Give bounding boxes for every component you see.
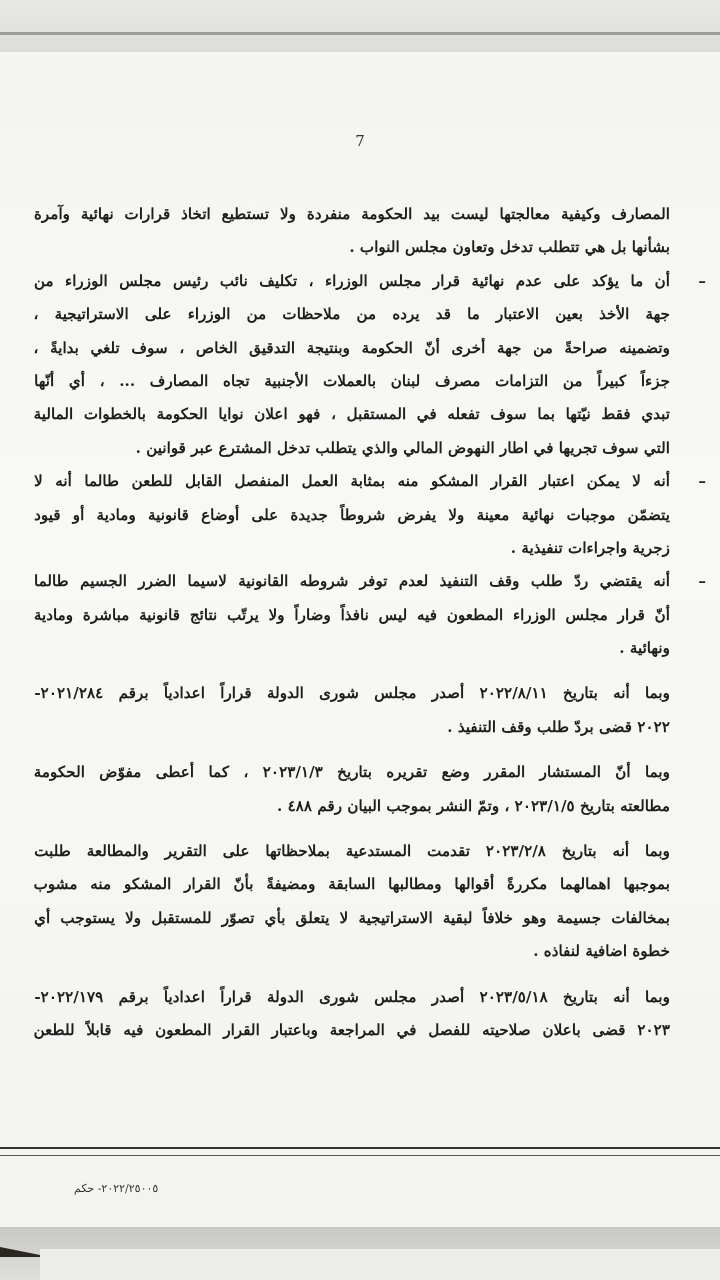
- text-line-content: وبما أنه بتاريخ ٢٠٢٢/٨/١١ أصدر مجلس شورى الدولة قراراً اعدادياً برقم ٢٠٢١/٢٨٤-: [34, 684, 670, 703]
- text-line: [34, 756, 670, 789]
- text-line: [34, 231, 670, 264]
- text-line-content: أنّ قرار مجلس الوزراء المطعون فيه ليس نافذاً وضاراً ولا يرتّب نتائج قانونية مباشرة ومادية: [33, 605, 670, 624]
- text-line-content: خطوة اضافية لنفاذه .: [533, 942, 670, 961]
- page-number: 7: [355, 132, 365, 150]
- footer-reference: ٢٠٢٢/٢٥٠٠٥- حكم: [74, 1182, 159, 1195]
- text-line: [34, 398, 670, 431]
- text-line: [34, 565, 706, 598]
- footer-rule: [0, 1147, 720, 1149]
- text-line-content: المصارف وكيفية معالجتها ليست بيد الحكومة منفردة ولا تستطيع اتخاذ قرارات نهائية وآمرة: [33, 205, 670, 223]
- text-line: [34, 599, 670, 632]
- footer-rule-thin: [0, 1155, 720, 1156]
- text-line-content: التي سوف تجريها في اطار النهوض المالي والذي يتطلب تدخل المشترع عبر قوانين .: [135, 438, 670, 457]
- text-line: [34, 632, 670, 665]
- text-line-content: تبدي فقط نيّتها بما سوف تفعله في المستقبل ، فهو اعلان نوايا الحكومة بالخطوات المالية: [33, 405, 670, 424]
- text-line-content: وتضمينه صراحةً من جهة أخرى أنّ الحكومة وبنتيجة التدقيق الخاص ، سوف تلغي بدايةً ،: [33, 338, 670, 357]
- text-line-content: يتضمّن موجبات نهائية معينة ولا يفرض شروطاً جديدة على أوضاع قانونية ومادية أو قيود: [34, 505, 670, 524]
- text-line: [34, 365, 670, 398]
- text-line: [34, 677, 670, 710]
- text-line: [34, 835, 670, 868]
- text-line-content: أنه لا يمكن اعتبار القرار المشكو منه بمثابة العمل المنفصل القابل للطعن طالما أنه لا: [34, 472, 670, 491]
- text-line: [34, 1014, 670, 1047]
- document-body: [33, 198, 706, 1047]
- text-line-content: بمخالفات جسيمة وهو خلافاً لبقية الاستراتيجية لا يتعلق بأي تصوّر للمستقبل ولا يستوجب أي: [34, 908, 670, 927]
- text-line-content: بموجبها اهمالهما مكررةً أقوالها ومطالبها السابقة ومضيفةً بأنّ القرار المشكو منه مشوب: [33, 875, 670, 894]
- text-line-content: زجرية واجراءات تنفيذية .: [510, 538, 670, 557]
- bullet-dash: –: [698, 271, 706, 290]
- text-line: [34, 532, 670, 565]
- text-line: [34, 332, 670, 365]
- text-line: [34, 198, 670, 231]
- text-line-content: أنه يقتضي ردّ طلب وقف التنفيذ لعدم توفر شروطه القانونية لاسيما الضرر الجسيم طالما: [34, 572, 670, 591]
- text-line: [34, 499, 670, 532]
- bullet-dash: –: [698, 472, 706, 491]
- text-line: [34, 868, 670, 901]
- text-line: [34, 432, 670, 465]
- text-line-content: ونهائية .: [619, 639, 670, 658]
- text-line-content: ٢٠٢٢ قضى بردّ طلب وقف التنفيذ .: [447, 717, 670, 736]
- text-line-content: جزءاً كبيراً من التزامات مصرف لبنان بالعملات الأجنبية تجاه المصارف ... ، أي أنّها: [34, 371, 670, 390]
- text-line: [34, 298, 670, 331]
- text-line-content: أن ما يؤكد على عدم نهائية قرار مجلس الوزراء ، تكليف نائب رئيس مجلس الوزراء من: [33, 271, 670, 290]
- text-line: [34, 935, 670, 968]
- text-line: [34, 790, 670, 823]
- text-line: [34, 465, 706, 498]
- text-line-content: مطالعته بتاريخ ٢٠٢٣/١/٥ ، وتمّ النشر بموجب البيان رقم ٤٨٨ .: [277, 796, 670, 815]
- text-line-content: ٢٠٢٣ قضى باعلان صلاحيته للفصل في المراجعة وباعتبار القرار المطعون فيه قابلاً للطعن: [33, 1020, 670, 1039]
- text-line: [34, 902, 670, 935]
- text-line: [34, 711, 670, 744]
- text-line-content: بشأنها بل هي تتطلب تدخل وتعاون مجلس النواب .: [349, 238, 670, 257]
- text-line-content: وبما أنه بتاريخ ٢٠٢٣/٢/٨ تقدمت المستدعية بملاحظاتها على التقرير والمطالعة طلبت: [34, 842, 670, 861]
- text-line-content: وبما أنّ المستشار المقرر وضع تقريره بتاريخ ٢٠٢٣/١/٣ ، كما أعطى مفوّض الحكومة: [33, 763, 670, 782]
- text-line: [33, 265, 706, 298]
- text-line-content: جهة الأخذ بعين الاعتبار ما قد يرده من ملاحظات من الوزراء على الاستراتيجية ،: [33, 305, 670, 324]
- document-page: [0, 52, 720, 1227]
- next-page-edge: [0, 1227, 720, 1280]
- bullet-dash: –: [698, 572, 706, 591]
- text-line-content: وبما أنه بتاريخ ٢٠٢٣/٥/١٨ أصدر مجلس شورى الدولة قراراً اعدادياً برقم ٢٠٢٢/١٧٩-: [34, 987, 670, 1006]
- text-line: [34, 981, 670, 1014]
- previous-page-edge: [0, 0, 720, 52]
